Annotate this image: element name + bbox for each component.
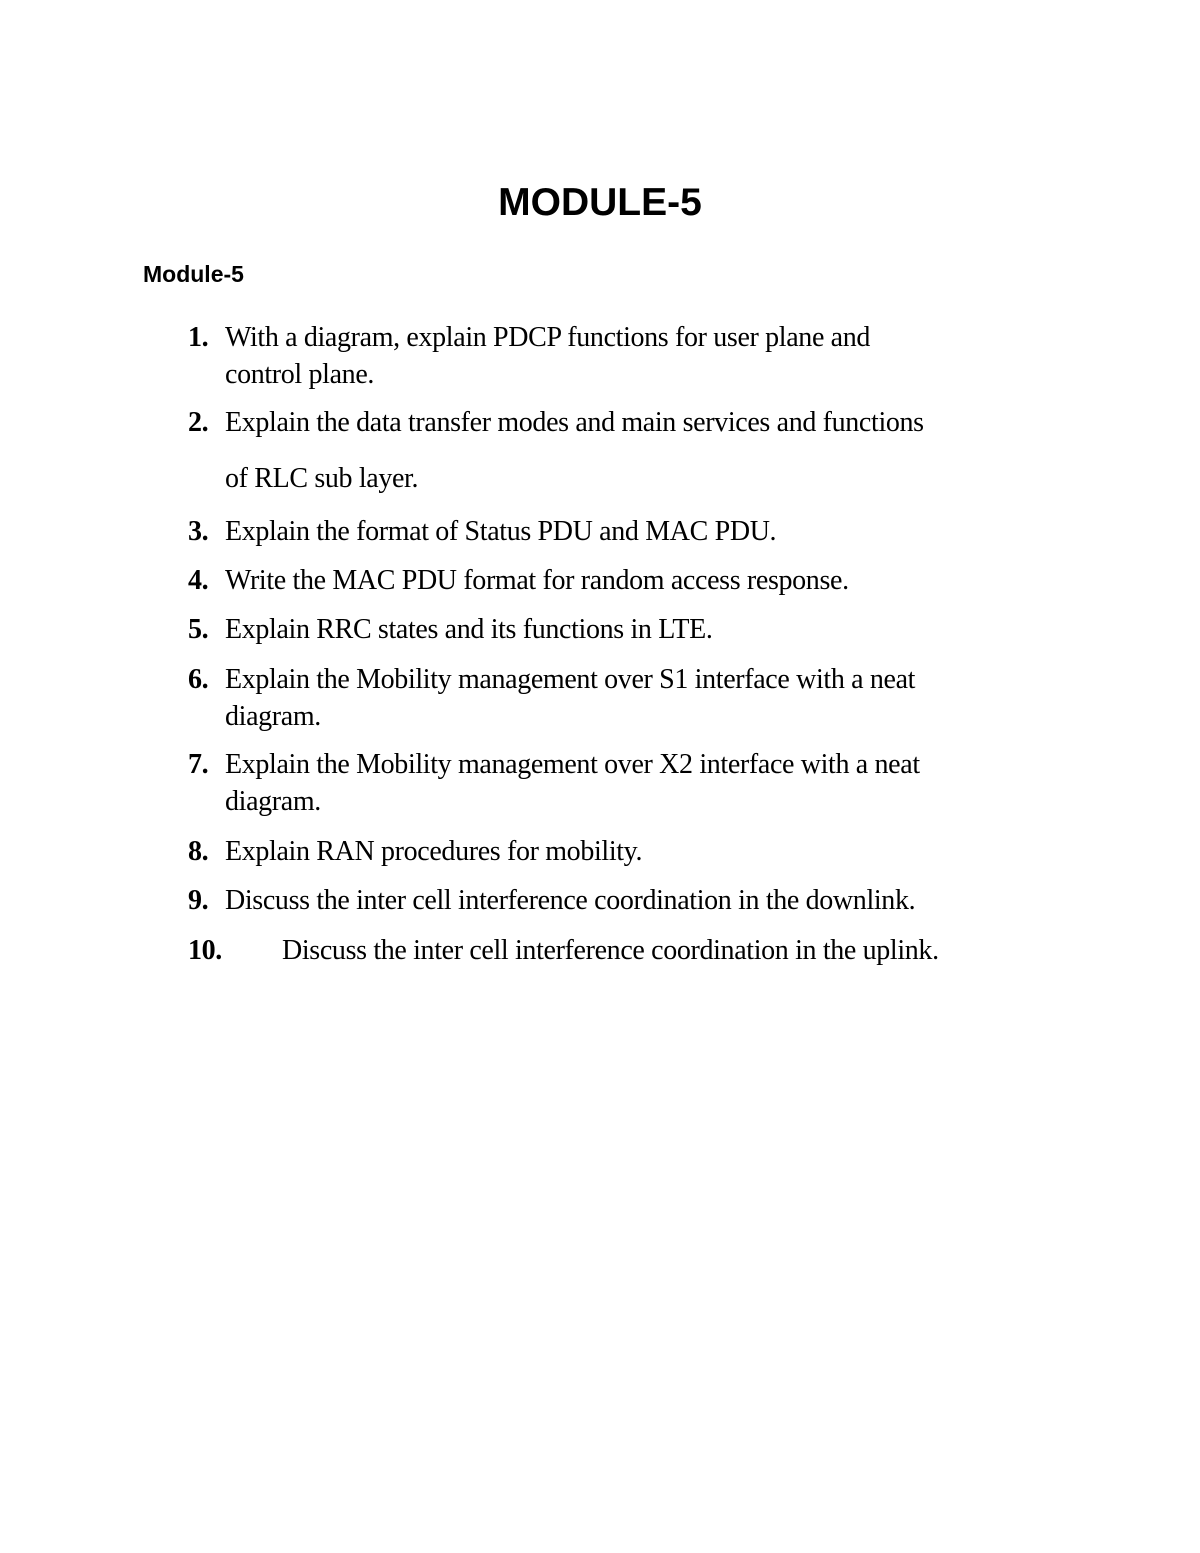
question-number: 2. (188, 407, 209, 438)
question-number: 8. (188, 836, 209, 867)
question-text: Explain the data transfer modes and main services and functions of RLC sub layer. (225, 407, 924, 494)
question-text: Explain RRC states and its functions in LTE. (225, 614, 713, 645)
question-text: Explain RAN procedures for mobility. (225, 836, 643, 867)
question-number: 3. (188, 516, 209, 547)
question-text: Explain the format of Status PDU and MAC PDU. (225, 516, 777, 547)
question-number: 5. (188, 614, 209, 645)
question-text: With a diagram, explain PDCP functions for user plane and control plane. (225, 322, 871, 390)
question-text: Explain the Mobility management over X2 interface with a neat diagram. (225, 749, 920, 817)
question-number: 9. (188, 885, 209, 916)
question-text: Explain the Mobility management over S1 interface with a neat diagram. (225, 664, 916, 732)
question-number: 7. (188, 749, 209, 780)
question-text: Write the MAC PDU format for random access response. (225, 565, 849, 596)
question-number: 4. (188, 565, 209, 596)
question-text: Discuss the inter cell interference coordination in the uplink. (282, 935, 939, 966)
question-number: 1. (188, 322, 209, 353)
page-title: MODULE-5 (498, 181, 702, 224)
question-number: 6. (188, 664, 209, 695)
question-text: Discuss the inter cell interference coordination in the downlink. (225, 885, 916, 916)
section-heading: Module-5 (143, 261, 244, 287)
question-number: 10. (188, 935, 222, 966)
